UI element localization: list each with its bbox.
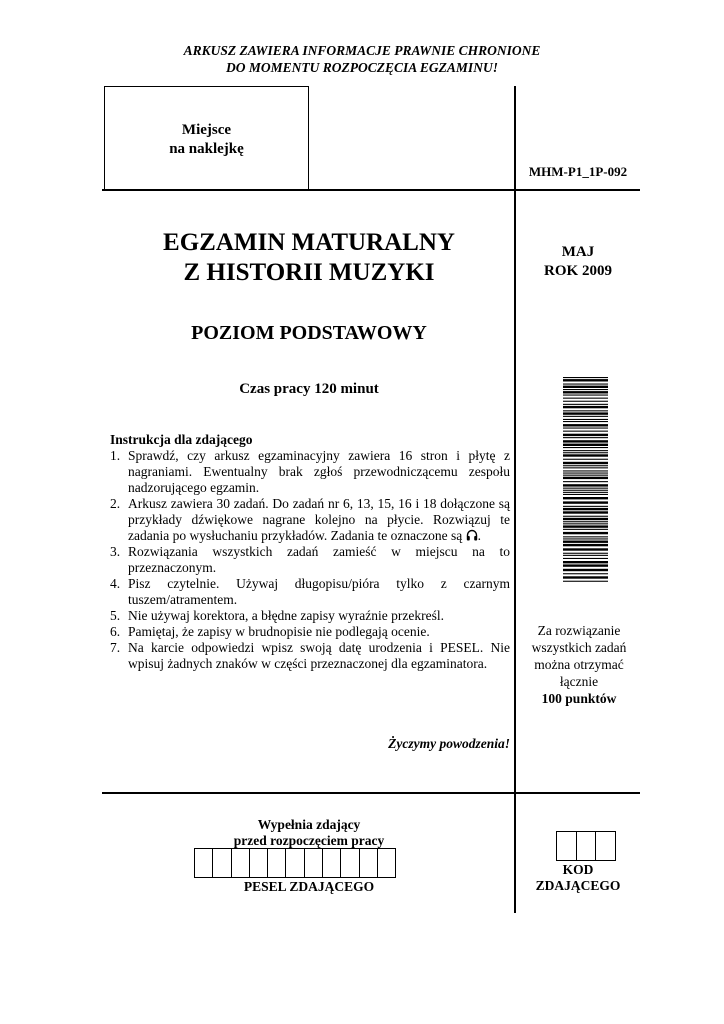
barcode-bar <box>563 410 608 411</box>
pesel-digit-box[interactable] <box>377 848 396 878</box>
points-line-3: można otrzymać <box>534 657 624 672</box>
pesel-digit-box[interactable] <box>249 848 268 878</box>
instruction-text: Sprawdź, czy arkusz egzaminacyjny zawiera 16 stron i płytę z nagraniami. Ewentualny brak zgłoś przewodniczącemu zespołu nadzorującego egzamin. <box>128 448 510 495</box>
instructions <box>110 432 510 672</box>
sticker-label-2: na naklejkę <box>169 141 244 157</box>
barcode-bar <box>563 379 608 381</box>
barcode-bar <box>563 459 608 460</box>
points-total: 100 punktów <box>541 691 617 706</box>
exam-code: MHM-P1_1P-092 <box>528 164 628 179</box>
instruction-text: Arkusz zawiera 30 zadań. Do zadań nr 6, 13, 15, 16 i 18 dołączone są przykłady dźwiękowe nagrane kolejno na płycie. Rozwiązuj te zadania po wysłuchaniu przykładów. Zadania te oznaczone są <box>128 496 510 543</box>
exam-title-line-2: Z HISTORII MUZYKI <box>183 259 435 286</box>
barcode-bar <box>563 516 608 517</box>
good-luck-message: Życzymy powodzenia! <box>388 736 510 751</box>
candidate-code-field[interactable] <box>556 831 615 861</box>
exam-date <box>516 243 640 281</box>
fill-line-2: przed rozpoczęciem pracy <box>233 833 385 848</box>
pesel-digit-box[interactable] <box>194 848 213 878</box>
barcode-bar <box>563 523 608 524</box>
exam-title <box>104 228 514 288</box>
instruction-item <box>110 576 510 608</box>
top-divider <box>102 189 640 191</box>
fill-by-candidate <box>104 817 514 849</box>
barcode-bar <box>563 576 608 578</box>
sticker-box <box>104 86 309 190</box>
barcode-bar <box>563 481 608 482</box>
fill-line-1: Wypełnia zdający <box>257 817 361 832</box>
pesel-digit-box[interactable] <box>322 848 341 878</box>
candidate-code-digit-box[interactable] <box>556 831 577 861</box>
barcode-bar <box>563 386 608 388</box>
barcode-bar <box>563 558 608 559</box>
instruction-number: 7. <box>110 640 121 655</box>
instruction-text: Pamiętaj, że zapisy w brudnopisie nie podlegają ocenie. <box>128 624 430 639</box>
pesel-digit-box[interactable] <box>285 848 304 878</box>
candidate-code-digit-box[interactable] <box>595 831 616 861</box>
pesel-digit-box[interactable] <box>304 848 323 878</box>
barcode-bar <box>563 564 608 566</box>
barcode-bar <box>563 391 608 393</box>
instruction-text: Pisz czytelnie. Używaj długopisu/pióra tylko z czarnym tuszem/atramentem. <box>128 576 510 607</box>
barcode-bar <box>563 389 608 390</box>
barcode <box>563 377 608 582</box>
barcode-bar <box>563 473 608 474</box>
barcode-bar <box>563 501 608 503</box>
barcode-bar <box>563 525 608 527</box>
barcode-bar <box>563 532 608 534</box>
candidate-code-label-2: ZDAJĄCEGO <box>535 878 621 893</box>
instruction-text: Na karcie odpowiedzi wpisz swoją datę urodzenia i PESEL. Nie wpisuj żadnych znaków w części przeznaczonej dla egzaminatora. <box>128 640 510 671</box>
barcode-bar <box>563 434 608 436</box>
instruction-number: 3. <box>110 544 121 559</box>
barcode-bar <box>563 553 608 554</box>
barcode-bar <box>563 521 608 522</box>
barcode-bar <box>563 541 608 543</box>
pesel-field[interactable] <box>194 848 395 878</box>
barcode-bar <box>563 573 608 574</box>
barcode-bar <box>563 412 608 414</box>
vertical-divider <box>514 86 516 913</box>
barcode-bar <box>563 377 608 378</box>
barcode-bar <box>563 398 608 399</box>
instruction-text: Rozwiązania wszystkich zadań zamieść w miejscu na to przeznaczonym. <box>128 544 510 575</box>
barcode-bar <box>563 475 608 476</box>
barcode-bar <box>563 406 608 408</box>
legal-notice-line-2: DO MOMENTU ROZPOCZĘCIA EGZAMINU! <box>226 60 498 75</box>
sticker-label-1: Miejsce <box>181 122 232 138</box>
instruction-item <box>110 544 510 576</box>
barcode-bar <box>563 569 608 571</box>
barcode-bar <box>563 431 608 432</box>
barcode-bar <box>563 484 608 486</box>
barcode-bar <box>563 384 608 385</box>
barcode-bar <box>563 401 608 402</box>
barcode-bar <box>563 548 608 550</box>
instruction-number: 6. <box>110 624 121 639</box>
barcode-bar <box>563 538 608 539</box>
points-info <box>520 622 638 707</box>
barcode-bar <box>563 490 608 491</box>
points-line-4: łącznie <box>559 674 599 689</box>
instruction-number: 1. <box>110 448 121 463</box>
barcode-bar <box>563 467 608 468</box>
barcode-bar <box>563 544 608 546</box>
headphones-icon <box>466 529 478 541</box>
pesel-digit-box[interactable] <box>231 848 250 878</box>
instruction-number: 4. <box>110 576 121 591</box>
barcode-bar <box>563 492 608 493</box>
barcode-bar <box>563 511 608 513</box>
barcode-bar <box>563 477 608 479</box>
candidate-code-label <box>516 862 640 894</box>
barcode-bar <box>563 470 608 471</box>
barcode-bar <box>563 462 608 464</box>
pesel-digit-box[interactable] <box>359 848 378 878</box>
barcode-bar <box>563 488 608 489</box>
barcode-bar <box>563 450 608 451</box>
exam-title-line-1: EGZAMIN MATURALNY <box>163 229 455 256</box>
exam-level: POZIOM PODSTAWOWY <box>191 322 427 344</box>
pesel-digit-box[interactable] <box>212 848 231 878</box>
instruction-item <box>110 640 510 672</box>
points-line-1: Za rozwiązanie <box>537 623 621 638</box>
barcode-bar <box>563 555 608 556</box>
barcode-bar <box>563 424 608 426</box>
barcode-bar <box>563 444 608 446</box>
points-line-2: wszystkich zadań <box>531 640 627 655</box>
barcode-bar <box>563 452 608 453</box>
instruction-item <box>110 608 510 624</box>
instruction-text: Nie używaj korektora, a błędne zapisy wyraźnie przekreśl. <box>128 608 444 623</box>
barcode-bar <box>563 454 608 456</box>
instruction-item <box>110 496 510 544</box>
candidate-code-digit-box[interactable] <box>576 831 597 861</box>
barcode-bar <box>563 421 608 422</box>
exam-month: MAJ <box>561 244 595 260</box>
barcode-bar <box>563 497 608 499</box>
barcode-bar <box>563 536 608 537</box>
pesel-digit-box[interactable] <box>267 848 286 878</box>
barcode-bar <box>563 529 608 530</box>
barcode-bar <box>563 419 608 420</box>
pesel-label: PESEL ZDAJĄCEGO <box>243 879 375 894</box>
barcode-bar <box>563 494 608 495</box>
barcode-bar <box>563 581 608 582</box>
barcode-bar <box>563 404 608 405</box>
exam-year: ROK 2009 <box>544 263 612 279</box>
exam-time: Czas pracy 120 minut <box>239 381 379 397</box>
instruction-item <box>110 624 510 640</box>
barcode-bar <box>563 508 608 510</box>
instruction-number: 2. <box>110 496 121 511</box>
barcode-bar <box>563 465 608 466</box>
barcode-bar <box>563 518 608 520</box>
barcode-bar <box>563 416 608 417</box>
instructions-list <box>110 448 510 672</box>
legal-notice-line-1: ARKUSZ ZAWIERA INFORMACJE PRAWNIE CHRONIONE <box>183 43 541 58</box>
barcode-bar <box>563 506 608 507</box>
instruction-item <box>110 448 510 496</box>
barcode-bar <box>563 447 608 448</box>
pesel-digit-box[interactable] <box>340 848 359 878</box>
barcode-bar <box>563 440 608 442</box>
barcode-bar <box>563 561 608 563</box>
instruction-number: 5. <box>110 608 121 623</box>
candidate-code-label-1: KOD <box>562 862 594 877</box>
barcode-bar <box>563 437 608 438</box>
bottom-divider <box>102 792 640 794</box>
barcode-bar <box>563 428 608 429</box>
legal-notice <box>0 42 724 76</box>
barcode-bar <box>563 395 608 396</box>
instruction-text-end: . <box>477 528 481 543</box>
instructions-heading: Instrukcja dla zdającego <box>110 432 253 447</box>
